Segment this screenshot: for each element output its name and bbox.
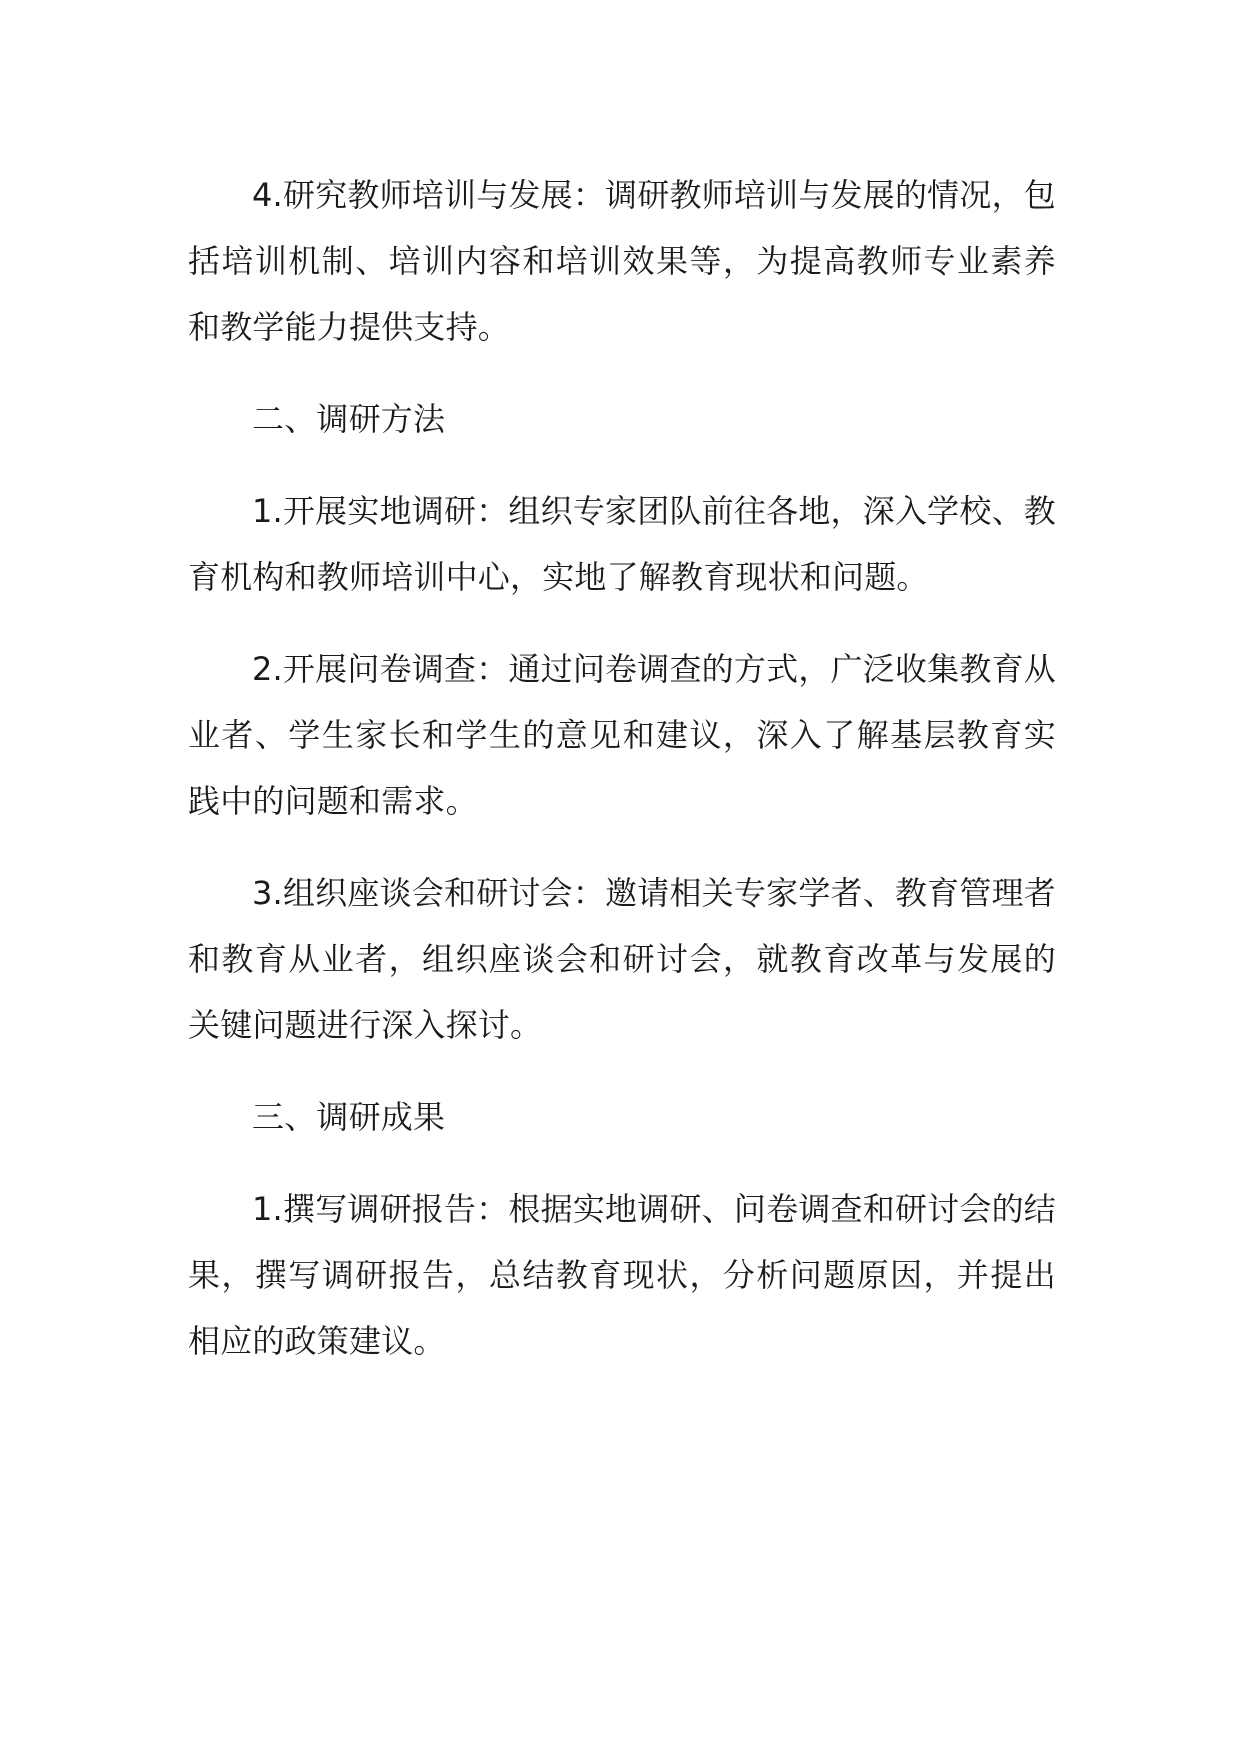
document-body: [188, 162, 1056, 1374]
paragraph-field-research: 1.开展实地调研：组织专家团队前往各地，深入学校、教育机构和教师培训中心，实地了解教育现状和问题。: [188, 492, 1056, 596]
paragraph-questionnaire: 2.开展问卷调查：通过问卷调查的方式，广泛收集教育从业者、学生家长和学生的意见和建议，深入了解基层教育实践中的问题和需求。: [188, 650, 1056, 820]
section-heading-results: 三、调研成果: [252, 1098, 446, 1136]
paragraph-research-report: 1.撰写调研报告：根据实地调研、问卷调查和研讨会的结果，撰写调研报告，总结教育现状，分析问题原因，并提出相应的政策建议。: [188, 1190, 1056, 1360]
paragraph-teacher-training: 4.研究教师培训与发展：调研教师培训与发展的情况，包括培训机制、培训内容和培训效果等，为提高教师专业素养和教学能力提供支持。: [188, 176, 1056, 346]
section-heading-methods: 二、调研方法: [252, 400, 446, 438]
paragraph-seminars: 3.组织座谈会和研讨会：邀请相关专家学者、教育管理者和教育从业者，组织座谈会和研讨会，就教育改革与发展的关键问题进行深入探讨。: [188, 874, 1056, 1044]
